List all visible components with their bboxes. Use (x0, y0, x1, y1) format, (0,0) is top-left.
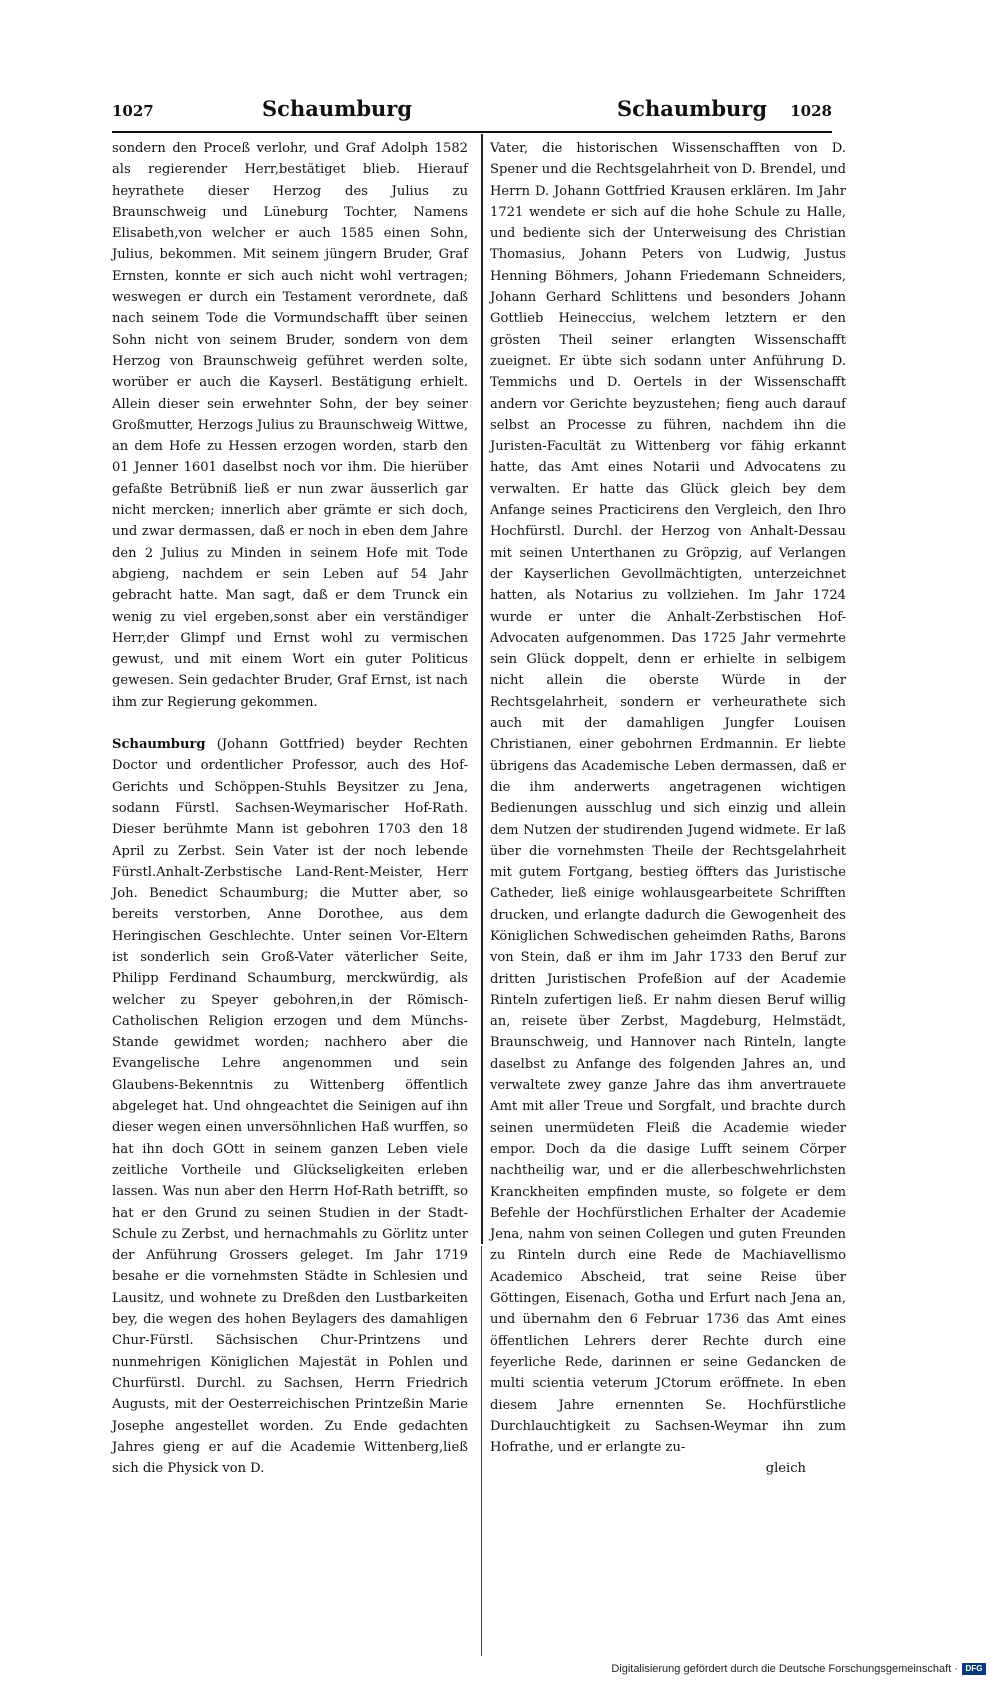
left-column (112, 138, 468, 1479)
column-divider (481, 134, 483, 1244)
running-title-right: Schaumburg (617, 96, 768, 121)
footer-text: Digitalisierung gefördert durch die Deutsche Forschungsgemeinschaft · (611, 1663, 958, 1675)
column-divider-lower (481, 1246, 482, 1656)
dfg-logo-icon: DFG (962, 1663, 986, 1675)
digitization-footer (611, 1663, 986, 1675)
right-paragraph: Vater, die historischen Wissenschafften von D. Spener und die Rechtsgelahrheit von D. Brendel, und Herrn D. Johann Gottfried Krausen erklären. Im Jahr 1721 wendete er sich auf die hohe Schule zu Halle, und bediente sich der Unterweisung des Christian Thomasius, Johann Peters von Ludwig, Justus Henning Böhmers, Johann Friedemann Schneiders, Johann Gerhard Schlittens und besonders Johann Gottlieb Heineccius, welchem letztern er den grösten Theil seiner erlangten Wissenschafft zueignet. Er übte sich sodann unter Anführung D. Temmichs und D. Oertels in der Wissenschafft andern vor Gerichte beyzustehen; fieng auch darauf selbst an Processe zu führen, nachdem ihn die Juristen-Facultät zu Wittenberg vor fähig erkannt hatte, das Amt eines Notarii und Advocatens zu verwalten. Er hatte das Glück gleich bey dem Anfange seines Practicirens den Vergleich, den Ihro Hochfürstl. Durchl. der Herzog von Anhalt-Dessau mit seinen Unterthanen zu Gröpzig, auf Verlangen der Kayserlichen Gevollmächtigten, unterzeichnet hatten, als Notarius zu vollziehen. Im Jahr 1724 wurde er unter die Anhalt-Zerbstischen Hof-Advocaten aufgenommen. Das 1725 Jahr vermehrte sein Glück doppelt, denn er erhielte in selbigem nicht allein die oberste Würde in der Rechtsgelahrheit, sondern er verheurathete sich auch mit der damahligen Jungfer Louisen Christianen, einer gebohrnen Erdmannin. Er liebte übrigens das Academische Leben dermassen, daß er die ihm anderwerts angetragenen wichtigen Bedienungen ausschlug und sich einzig und allein dem Nutzen der studirenden Jugend widmete. Er laß über die vornehmsten Theile der Rechtsgelahrheit mit gutem Fortgang, bestieg öffters das Juristische Catheder, ließ einige wohlausgearbeitete Schrifften drucken, und erlangte dadurch die Gewogenheit des Königlichen Schwedischen geheimden Raths, Barons von Stein, daß er ihm im Jahr 1733 den Beruf zur dritten Juristischen Profeßion auf der Academie Rinteln zufertigen ließ. Er nahm diesen Beruf willig an, reisete über Zerbst, Magdeburg, Helmstädt, Braunschweig, und Hannover nach Rinteln, langte daselbst zu Anfange des folgenden Jahres an, und verwaltete zwey ganze Jahre das ihm anvertrauete Amt mit aller Treue und Sorgfalt, und brachte durch seinen unermüdeten Fleiß die Academie wieder empor. Doch da die dasige Lufft seinem Cörper nachtheilig war, und er die allerbeschwehrlichsten Kranckheiten empfinden muste, so folgete er dem Befehle der Hochfürstlichen Erhalter der Academie Jena, nahm von seinen Collegen und guten Freunden zu Rinteln durch eine Rede de Machiavellismo Academico Abscheid, trat seine Reise über Göttingen, Eisenach, Gotha und Erfurt nach Jena an, und übernahm den 6 Februar 1736 das Amt eines öffentlichen Lehrers derer Rechte durch eine feyerliche Rede, darinnen er seine Gedancken de multi scientia veterum JCtorum eröffnete. In eben diesem Jahre ernennten Se. Hochfürstliche Durchlauchtigkeit zu Sachsen-Weymar ihn zum Hofrathe, und er erlangte zu- (490, 141, 846, 1456)
entry-headword: Schaumburg (112, 737, 206, 753)
right-column (490, 138, 846, 1480)
entry-schaumburg-johann-gottfried (112, 734, 468, 1479)
catchword: gleich (765, 1461, 806, 1477)
running-title-left: Schaumburg (262, 96, 413, 121)
header-rule (112, 131, 832, 133)
entry-body: (Johann Gottfried) beyder Rechten Doctor und ordentlicher Professor, auch des Hof-Gerichts und Schöppen-Stuhls Beysitzer zu Jena, sodann Fürstl. Sachsen-Weymarischer Hof-Rath. Dieser berühmte Mann ist gebohren 1703 den 18 April zu Zerbst. Sein Vater ist der noch lebende Fürstl.Anhalt-Zerbstische Land-Rent-Meister, Herr Joh. Benedict Schaumburg; die Mutter aber, so bereits verstorben, Anne Dorothee, aus dem Heringischen Geschlechte. Unter seinen Vor-Eltern ist sonderlich sein Groß-Vater väterlicher Seite, Philipp Ferdinand Schaumburg, merckwürdig, als welcher zu Speyer gebohren,in der Römisch-Catholischen Religion erzogen und dem Münchs-Stande gewidmet worden; nachhero aber die Evangelische Lehre angenommen und sein Glaubens-Bekenntnis zu Wittenberg öffentlich abgeleget hat. Und ohngeachtet die Seinigen auf ihn dieser wegen einen unversöhnlichen Haß wurffen, so hat ihn doch GOtt in seinem ganzen Leben viele zeitliche Vortheile und Glückseligkeiten erleben lassen. Was nun aber den Herrn Hof-Rath betrifft, so hat er den Grund zu seinen Studien in der Stadt-Schule zu Zerbst, und hernachmahls zu Görlitz unter der Anführung Grossers geleget. Im Jahr 1719 besahe er die vornehmsten Städte in Schlesien und Lausitz, und wohnete zu Dreßden den Lustbarkeiten bey, die wegen des hohen Beylagers des damahligen Chur-Fürstl. Sächsischen Chur-Printzens und nunmehrigen Königlichen Majestät in Pohlen und Churfürstl. Durchl. zu Sachsen, Herrn Friedrich Augusts, mit der Oesterreichischen Printzeßin Marie Josephe angestellet worden. Zu Ende gedachten Jahres gieng er auf die Academie Wittenberg,ließ sich die Physick von D. (112, 737, 468, 1477)
page-number-right: 1028 (790, 102, 832, 120)
running-header (112, 96, 832, 130)
scanned-page (112, 96, 846, 1656)
left-paragraph-continuation: sondern den Proceß verlohr, und Graf Adolph 1582 als regierender Herr,bestätiget blieb. Hierauf heyrathete dieser Herzog des Julius zu Braunschweig und Lüneburg Tochter, Namens Elisabeth,von welcher er auch 1585 einen Sohn, Julius, bekommen. Mit seinem jüngern Bruder, Graf Ernsten, konnte er sich auch nicht wohl vertragen; weswegen er durch ein Testament verordnete, daß nach seinem Tode die Vormundschafft über seinen Sohn nicht von seinem Bruder, sondern von dem Herzog von Braunschweig geführet werden solte, worüber er auch die Kayserl. Bestätigung erhielt. Allein dieser sein erwehnter Sohn, der bey seiner Großmutter, Herzogs Julius zu Braunschweig Wittwe, an dem Hofe zu Hessen erzogen worden, starb den 01 Jenner 1601 daselbst noch vor ihm. Die hierüber gefaßte Betrübniß ließ er nun zwar äusserlich gar nicht mercken; innerlich aber grämte er sich doch, und zwar dermassen, daß er noch in eben dem Jahre den 2 Julius zu Minden in seinem Hofe mit Tode abgieng, nachdem er sein Leben auf 54 Jahr gebracht hatte. Man sagt, daß er dem Trunck ein wenig zu viel ergeben,sonst aber ein verständiger Herr,der Glimpf und Ernst wohl zu vermischen gewust, und mit einem Wort ein guter Politicus gewesen. Sein gedachter Bruder, Graf Ernst, ist nach ihm zur Regierung gekommen. (112, 141, 468, 710)
page-number-left: 1027 (112, 102, 154, 120)
